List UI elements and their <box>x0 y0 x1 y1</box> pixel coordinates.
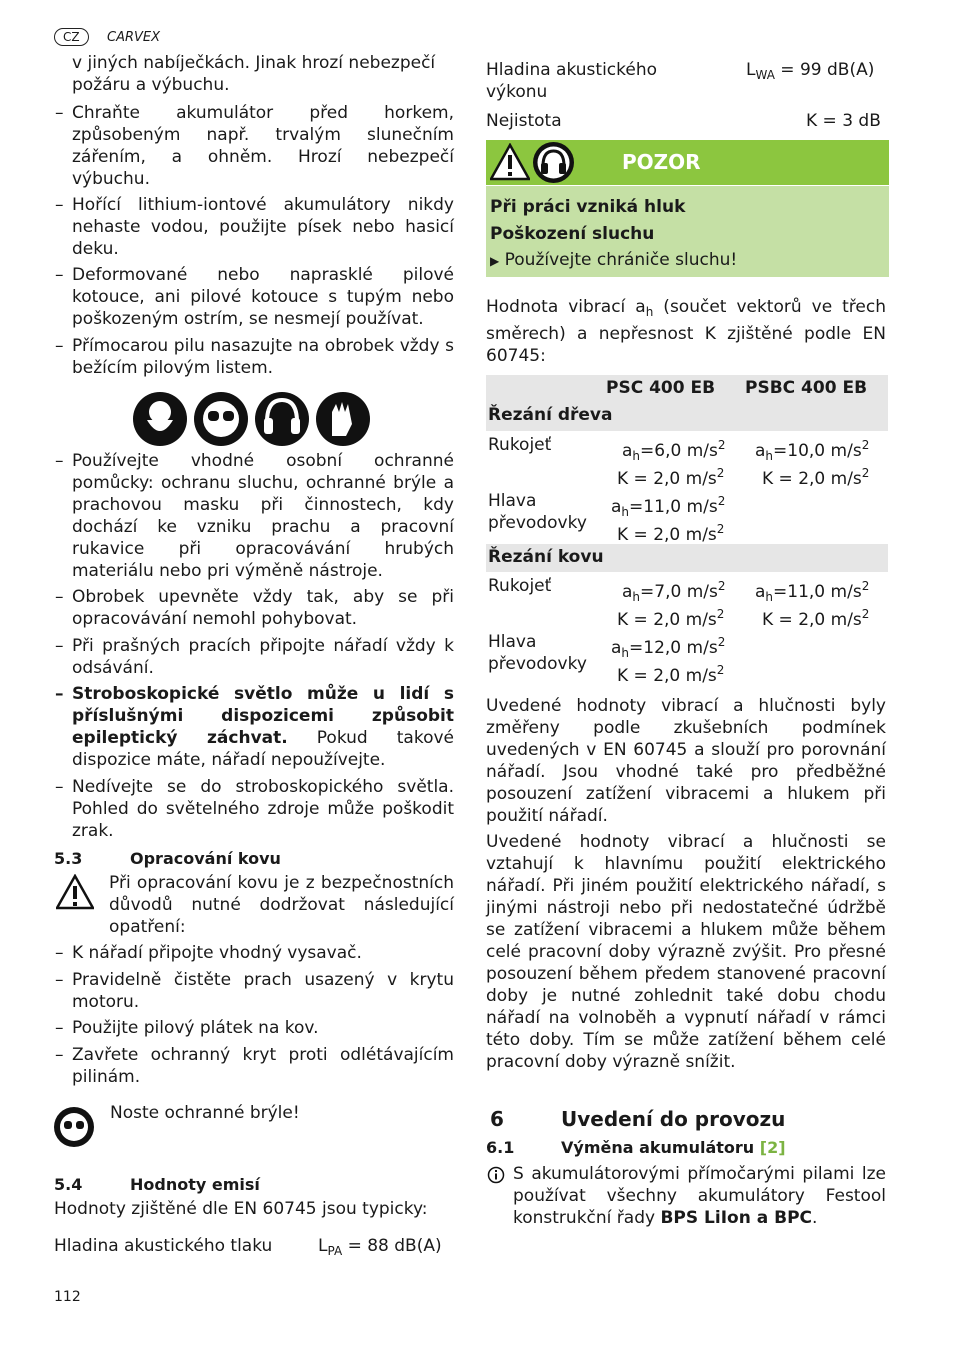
values-paragraph-1: Uvedené hodnoty vibrací a hlučnosti byly změřeny podle zkušebních podmínek uvedených v EN 60745 a slouží pro porovnání nářadí. Jsou vhodné také pro předběžné posouzení zatížení vibracemi a hlukem při použití nářadí. <box>486 696 886 826</box>
continuation-text: v jiných nabíječkách. Jinak hrozí nebezpečí požáru a výbuchu. <box>72 53 436 95</box>
bullet-strobe-look: – Nedívejte se do stroboskopického světla. Pohled do světelného zdroje může poškodit zrak. <box>55 777 454 841</box>
wood-handle-psc-k: K = 2,0 $m/s^2$ <box>617 466 725 489</box>
ear-protection-icon <box>255 392 309 446</box>
caution-header <box>486 140 889 185</box>
bullet-ppe: – Používejte vhodné osobní ochranné pomůcky: ochranu sluchu, ochranné brýle a prachovou masku při činnostech, kdy dochází ke vzniku prachu a pracovní rukavice při opracovávání hrubých materiálu nebo pri výměně nástroje. <box>55 451 454 581</box>
metal-gear-psc-k: K = 2,0 $m/s^2$ <box>617 663 725 686</box>
section-6-title: Uvedení do provozu <box>561 1107 786 1131</box>
col-header-psc: PSC 400 EB <box>606 378 716 398</box>
metal-warning-text: Při opracování kovu je z bezpečnostních důvodů nutné dodržovat následující opatření: <box>109 873 454 937</box>
metal-handle-psbc-k: K = 2,0 $m/s^2$ <box>762 607 870 630</box>
bullet-vacuum: – K nářadí připojte vhodný vysavač. <box>55 943 362 963</box>
goggles-text: Noste ochranné brýle! <box>110 1103 300 1123</box>
page-number: 112 <box>54 1289 81 1305</box>
section-wood: Řezání dřeva <box>488 405 613 425</box>
section-6-1-number: 6.1 <box>486 1138 515 1157</box>
values-paragraph-2: Uvedené hodnoty vibrací a hlučnosti se vztahují k hlavnímu použití elektrického nářadí. Při jiném použití elektrického nářadí, s jinými nástroji nebo při nedostatečné údržbě se zatížení vibracemi a hlukem může během celé pracovní doby výrazně zvýšit. Pro přesné posouzení během předem stanovené pracovní doby je nutné zohlednit také dobu chodu nářadí na volnoběh a vypnutí nářadí v rámci této doby. Tím se může zatížení během celé pracovní doby výrazně snížit. <box>486 832 886 1072</box>
safety-goggles-icon <box>194 392 248 446</box>
bullet-blades: – Deformované nebo naprasklé pilové kotouce, ani pilové kotouce s tupým nebo poškozeným ostrím, se nesmejí používat. <box>55 265 454 329</box>
col-header-psbc: PSBC 400 EB <box>745 378 868 398</box>
info-icon <box>487 1166 505 1190</box>
section-6-number: 6 <box>490 1107 504 1131</box>
sound-power-label: Hladina akustického výkonu <box>486 60 658 102</box>
wood-gear-psc-k: K = 2,0 $m/s^2$ <box>617 522 725 545</box>
figure-reference: [2] <box>759 1138 786 1157</box>
gloves-icon <box>316 392 370 446</box>
bullet-guard: – Zavřete ochranný kryt proti odlétávajícím pilinám. <box>55 1045 454 1087</box>
dust-mask-icon <box>133 392 187 446</box>
caution-line-1: Při práci vzniká hluk <box>490 197 686 217</box>
row-label-handle: Rukojeť <box>488 435 552 455</box>
bullet-fire: – Hořící lithium-iontové akumulátory nikdy nehaste vodou, použijte písek nebo hasicí deku. <box>55 195 454 259</box>
sound-pressure-value: $L_{PA} = 88$ dB(A) <box>318 1236 442 1258</box>
section-5-4-title: Hodnoty emisí <box>130 1175 260 1194</box>
section-6-1-title: Výměna akumulátoru [2] <box>561 1138 786 1157</box>
uncertainty-label: Nejistota <box>486 111 562 131</box>
bullet-workpiece: – Obrobek upevněte vždy tak, aby se při opracovávání nemohl pohybovat. <box>55 587 454 629</box>
bullet-heat: – Chraňte akumulátor před horkem, způsobeným např. trvalým slunečním zářením, a ohněm. Hrozí nebezpečí výbuchu. <box>55 103 454 189</box>
row-label-handle: Rukojeť <box>488 576 552 596</box>
metal-handle-psbc: $a_h=11,0$ $m/s^2$ <box>755 579 870 604</box>
wood-handle-psbc: $a_h=10,0$ $m/s^2$ <box>755 438 870 463</box>
metal-handle-psc-k: K = 2,0 $m/s^2$ <box>617 607 725 630</box>
bullet-saw: – Přímocarou pilu nasazujte na obrobek vždy s bežícím pilovým listem. <box>55 336 454 378</box>
ear-protection-icon <box>533 142 574 183</box>
bullet-extraction: – Při prašných pracích připojte nářadí vždy k odsávání. <box>55 636 454 678</box>
vibration-intro: Hodnota vibrací $a_h$ (součet vektorů ve třech směrech) a nepřesnost K zjištěné podle EN 60745: <box>486 297 887 366</box>
section-5-3-number: 5.3 <box>54 849 83 868</box>
sound-pressure-label: Hladina akustického tlaku <box>54 1236 273 1256</box>
emission-intro: Hodnoty zjištěné dle EN 60745 jsou typicky: <box>54 1199 428 1219</box>
section-5-3-title: Opracování kovu <box>130 849 281 868</box>
section-metal: Řezání kovu <box>488 547 604 567</box>
sound-power-value: $L_{WA} = 99$ dB(A) <box>746 60 875 82</box>
bullet-metal-blade: – Použijte pilový plátek na kov. <box>55 1018 319 1038</box>
caution-line-2: Poškození sluchu <box>490 224 655 244</box>
battery-info-text: S akumulátorovými přímočarými pilami lze používat všechny akumulátory Festool konstrukční řady BPS LiIon a BPC. <box>513 1164 886 1228</box>
metal-gear-psc: $a_h=12,0$ $m/s^2$ <box>611 635 726 660</box>
row-label-gearhead: Hlava převodovky <box>488 491 587 533</box>
language-badge: CZ <box>54 28 89 46</box>
wood-handle-psbc-k: K = 2,0 $m/s^2$ <box>762 466 870 489</box>
wood-gear-psc: $a_h=11,0$ $m/s^2$ <box>611 494 726 519</box>
wood-handle-psc: $a_h=6,0$ $m/s^2$ <box>622 438 726 463</box>
caution-line-3: ▶ Používejte chrániče sluchu! <box>490 250 738 270</box>
warning-icon <box>56 874 94 916</box>
goggles-icon <box>54 1107 94 1147</box>
metal-handle-psc: $a_h=7,0$ $m/s^2$ <box>622 579 726 604</box>
bullet-clean: – Pravidelně čistěte prach usazený v krytu motoru. <box>55 970 454 1012</box>
bullet-strobe: – Stroboskopické světlo může u lidí s příslušnými dispozicemi způsobit epileptický záchvat. Pokud takové dispozice máte, nářadí nepoužívejte. <box>55 684 454 770</box>
row-label-gearhead: Hlava převodovky <box>488 632 587 674</box>
caution-body <box>486 186 889 277</box>
brand-name: CARVEX <box>107 30 161 45</box>
section-5-4-number: 5.4 <box>54 1175 83 1194</box>
arrow-icon: ▶ <box>490 254 500 268</box>
warning-icon <box>490 143 530 187</box>
uncertainty-value: K = 3 dB <box>806 111 881 131</box>
caution-title: POZOR <box>622 150 701 174</box>
